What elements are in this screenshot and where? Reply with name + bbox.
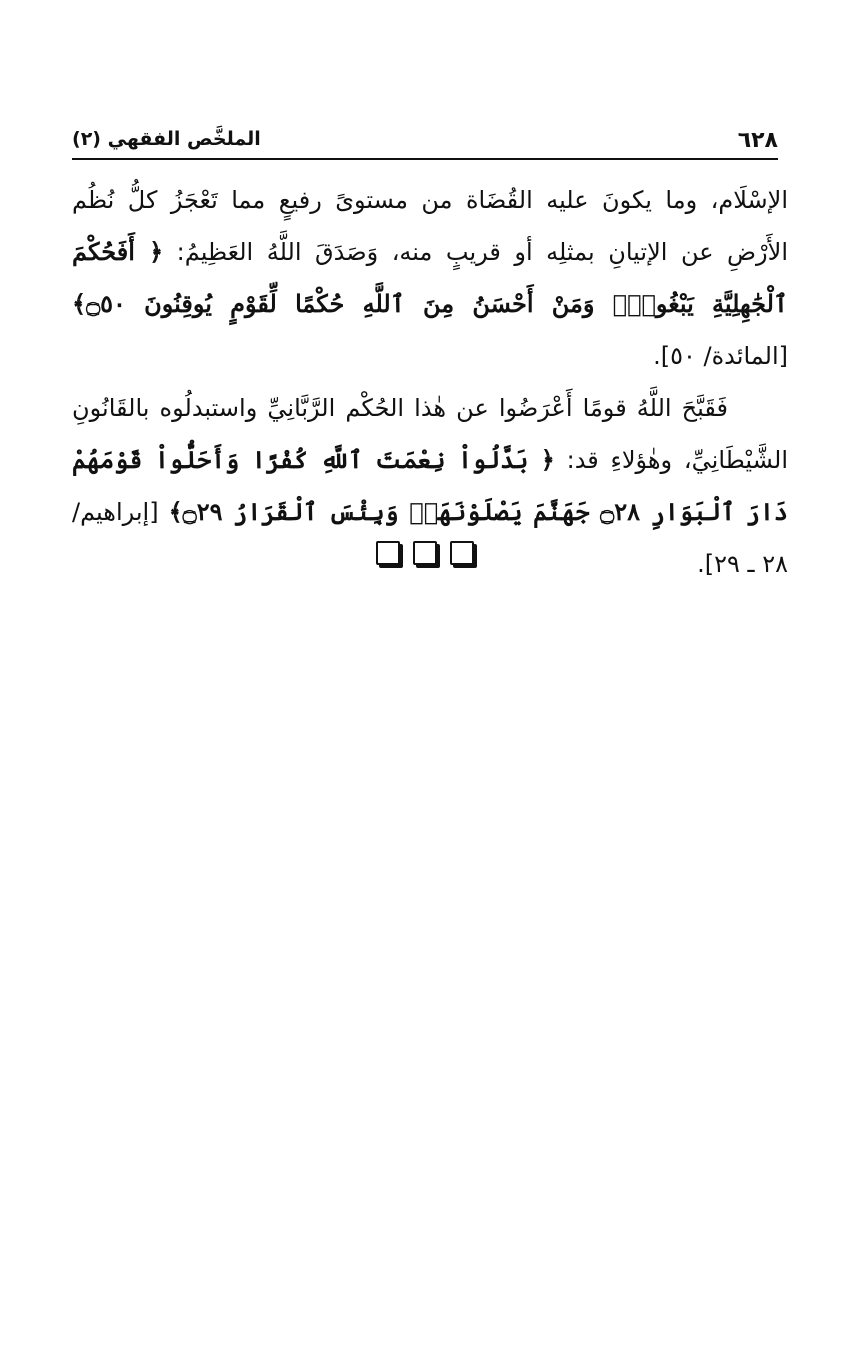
paragraph-1-text: الإسْلَام، وما يكونَ عليه القُضَاة من مستوىً رفيعٍ مما تَعْجَزُ كلُّ نُظُم الأَرْضِ عن الإتيانِ بمثلِه أو قريبٍ منه، وَصَدَقَ اللَّهُ العَظِيمُ: [72, 186, 788, 266]
paragraph-2-text: فَقَبَّحَ اللَّهُ قومًا أَعْرَضُوا عن هٰذا الحُكْم الرَّبَّانِيِّ واستبدلُوه بالقَانُونِ الشَّيْطَانِيِّ، وهٰؤلاءِ قد: [72, 394, 788, 474]
divider-square-icon [413, 541, 437, 565]
verse-reference: [إبراهيم/ ٢٨ ـ ٢٩]. [72, 498, 788, 578]
paragraph-1 [72, 174, 788, 382]
quran-verse-ibrahim-28-29: ﴿ بَدَّلُواْ نِعْمَتَ ٱللَّهِ كُفْرًا وَأَحَلُّواْ قَوْمَهُمْ دَارَ ٱلْبَوَارِ ۝٢٨ جَهَنَّمَ يَصْلَوْنَهَاۖ وَبِئْسَ ٱلْقَرَارُ ۝٢٩﴾ [72, 445, 788, 526]
divider-square-icon [450, 541, 474, 565]
header-rule [72, 158, 778, 160]
divider-square-icon [376, 541, 400, 565]
quran-verse-maidah-50: ﴿ أَفَحُكْمَ ٱلْجَٰهِلِيَّةِ يَبْغُونَۚ وَمَنْ أَحْسَنُ مِنَ ٱللَّهِ حُكْمًا لِّقَوْمٍ يُوقِنُونَ ۝٥٠﴾ [72, 237, 788, 318]
book-title: الملخَّص الفقهي (٢) [72, 128, 261, 150]
page-header [72, 124, 778, 160]
body-text [72, 174, 788, 590]
page-number: ٦٢٨ [737, 128, 778, 153]
verse-reference: [المائدة/ ٥٠]. [653, 342, 788, 370]
section-divider [0, 541, 849, 567]
